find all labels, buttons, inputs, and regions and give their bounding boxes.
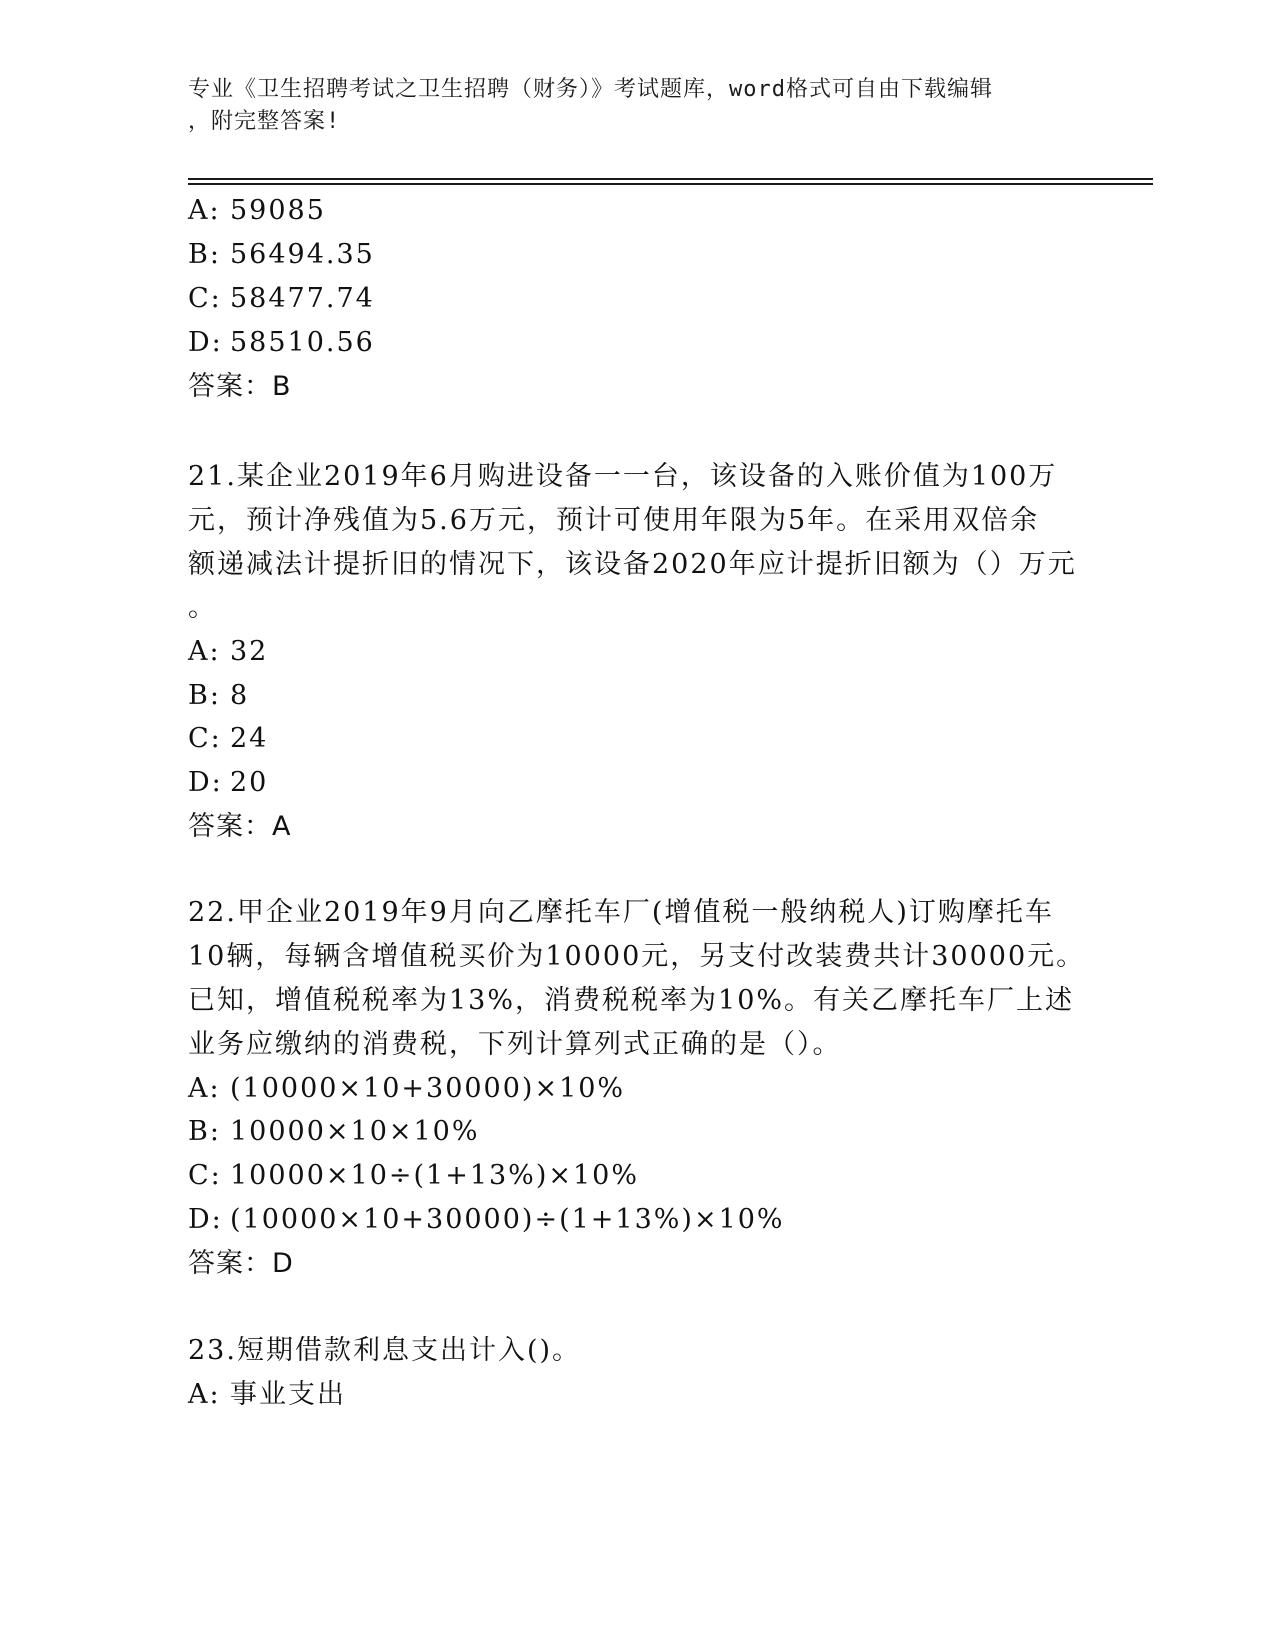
option-a: A: 32: [188, 636, 269, 667]
question-22-line-4: 业务应缴纳的消费税，下列计算列式正确的是（）。: [188, 1029, 842, 1060]
header-line-1: 专业《卫生招聘考试之卫生招聘（财务）》考试题库，word格式可自由下载编辑: [188, 77, 993, 102]
question-21-line-1: 21.某企业2019年6月购进设备一一台，该设备的入账价值为100万: [188, 461, 1058, 492]
question-21-line-3: 额递减法计提折旧的情况下，该设备2020年应计提折旧额为（）万元: [188, 549, 1077, 580]
option-a: A: 59085: [188, 195, 326, 226]
question-22-line-1: 22.甲企业2019年9月向乙摩托车厂(增值税一般纳税人)订购摩托车: [188, 897, 1054, 928]
option-d: D: (10000×10+30000)÷(1+13%)×10%: [188, 1204, 785, 1235]
option-d: D: 20: [188, 767, 269, 798]
header-line-2: ，附完整答案!: [188, 109, 341, 134]
header-divider-top: [188, 178, 1153, 180]
question-22-line-3: 已知，增值税税率为13%，消费税税率为10%。有关乙摩托车厂上述: [188, 985, 1075, 1016]
option-a: A: 事业支出: [188, 1379, 346, 1410]
option-b: B: 10000×10×10%: [188, 1116, 480, 1147]
option-c: C: 10000×10÷(1+13%)×10%: [188, 1160, 640, 1191]
document-header: [188, 74, 1068, 138]
option-b: B: 56494.35: [188, 239, 375, 270]
option-b: B: 8: [188, 680, 250, 711]
option-c: C: 58477.74: [188, 283, 375, 314]
answer: 答案：B: [188, 371, 292, 402]
header-divider-bottom: [188, 183, 1153, 185]
question-21-line-2: 元，预计净残值为5.6万元，预计可使用年限为5年。在采用双倍余: [188, 505, 1040, 536]
answer: 答案：A: [188, 811, 292, 842]
option-d: D: 58510.56: [188, 327, 375, 358]
option-a: A: (10000×10+30000)×10%: [188, 1073, 626, 1104]
question-22-line-2: 10辆，每辆含增值税买价为10000元，另支付改装费共计30000元。: [188, 941, 1086, 972]
answer: 答案：D: [188, 1248, 294, 1279]
question-23-line-1: 23.短期借款利息支出计入()。: [188, 1335, 582, 1366]
question-21-line-4: 。: [188, 592, 217, 623]
option-c: C: 24: [188, 723, 269, 754]
